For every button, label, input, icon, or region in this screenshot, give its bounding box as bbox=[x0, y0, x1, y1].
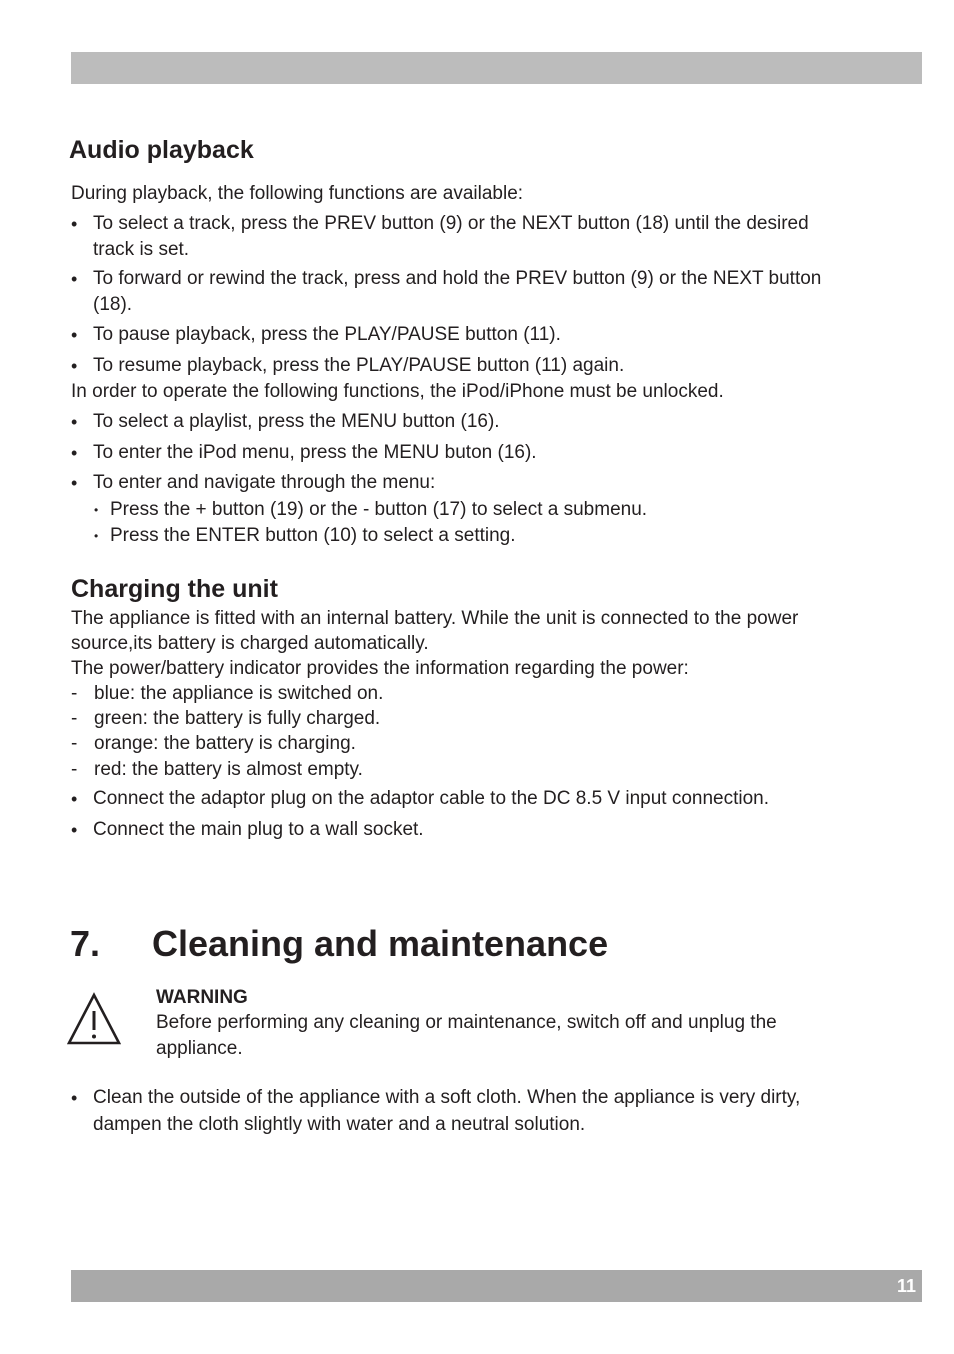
section-title: Cleaning and maintenance bbox=[152, 923, 609, 964]
bullet-icon: • bbox=[71, 356, 78, 376]
bullet-icon: • bbox=[71, 214, 78, 234]
charging-heading: Charging the unit bbox=[71, 575, 278, 603]
charging-para-2: The power/battery indicator provides the information regarding the power: bbox=[71, 658, 689, 679]
audio-bullet-5: To select a playlist, press the MENU button (16). bbox=[93, 411, 500, 432]
bullet-icon: • bbox=[71, 269, 78, 289]
audio-sub-bullet-1: Press the + button (19) or the - button (17) to select a submenu. bbox=[110, 499, 648, 520]
bullet-icon: • bbox=[71, 443, 78, 463]
audio-bullet-1-line-2: track is set. bbox=[93, 239, 190, 260]
dash-marker: - bbox=[71, 683, 78, 704]
dash-marker: - bbox=[71, 733, 78, 754]
audio-unlock-note: In order to operate the following functions, the iPod/iPhone must be unlocked. bbox=[71, 381, 724, 402]
audio-playback-heading: Audio playback bbox=[69, 136, 254, 164]
charging-dash-2: green: the battery is fully charged. bbox=[94, 708, 381, 729]
audio-bullet-1-line-1: To select a track, press the PREV button (9) or the NEXT button (18) until the desired bbox=[93, 213, 809, 234]
bullet-icon: • bbox=[71, 412, 78, 432]
bullet-icon: • bbox=[71, 473, 78, 493]
sub-bullet-icon: • bbox=[94, 529, 99, 543]
header-bar bbox=[71, 52, 922, 84]
bullet-icon: • bbox=[71, 820, 78, 840]
cleaning-bullet-1-line-1: Clean the outside of the appliance with a soft cloth. When the appliance is very dirty, bbox=[93, 1087, 801, 1108]
audio-bullet-7: To enter and navigate through the menu: bbox=[93, 472, 436, 493]
charging-dash-1: blue: the appliance is switched on. bbox=[94, 683, 384, 704]
page-number: 11 bbox=[896, 1276, 916, 1296]
audio-intro: During playback, the following functions are available: bbox=[71, 183, 524, 204]
charging-bullet-1: Connect the adaptor plug on the adaptor cable to the DC 8.5 V input connection. bbox=[93, 788, 770, 809]
warning-text-line-2: appliance. bbox=[156, 1038, 243, 1059]
footer-bar bbox=[71, 1270, 922, 1302]
sub-bullet-icon: • bbox=[94, 503, 99, 517]
audio-bullet-3: To pause playback, press the PLAY/PAUSE button (11). bbox=[93, 324, 561, 345]
warning-title: WARNING bbox=[156, 987, 248, 1008]
section-number: 7. bbox=[70, 923, 101, 964]
bullet-icon: • bbox=[71, 789, 78, 809]
charging-dash-4: red: the battery is almost empty. bbox=[94, 759, 363, 780]
charging-para-1-line-2: source,its battery is charged automatically. bbox=[71, 633, 429, 654]
audio-bullet-4: To resume playback, press the PLAY/PAUSE button (11) again. bbox=[93, 355, 625, 376]
audio-bullet-2-line-2: (18). bbox=[93, 294, 133, 315]
audio-bullet-6: To enter the iPod menu, press the MENU buton (16). bbox=[93, 442, 537, 463]
warning-triangle-icon bbox=[67, 992, 121, 1046]
dash-marker: - bbox=[71, 708, 78, 729]
bullet-icon: • bbox=[71, 325, 78, 345]
dash-marker: - bbox=[71, 759, 78, 780]
audio-sub-bullet-2: Press the ENTER button (10) to select a setting. bbox=[110, 525, 516, 546]
cleaning-bullet-1-line-2: dampen the cloth slightly with water and a neutral solution. bbox=[93, 1114, 586, 1135]
audio-bullet-2-line-1: To forward or rewind the track, press and hold the PREV button (9) or the NEXT button bbox=[93, 268, 822, 289]
warning-text-line-1: Before performing any cleaning or maintenance, switch off and unplug the bbox=[156, 1012, 777, 1033]
charging-bullet-2: Connect the main plug to a wall socket. bbox=[93, 819, 424, 840]
charging-para-1-line-1: The appliance is fitted with an internal battery. While the unit is connected to the power bbox=[71, 608, 799, 629]
bullet-icon: • bbox=[71, 1088, 78, 1108]
charging-dash-3: orange: the battery is charging. bbox=[94, 733, 356, 754]
